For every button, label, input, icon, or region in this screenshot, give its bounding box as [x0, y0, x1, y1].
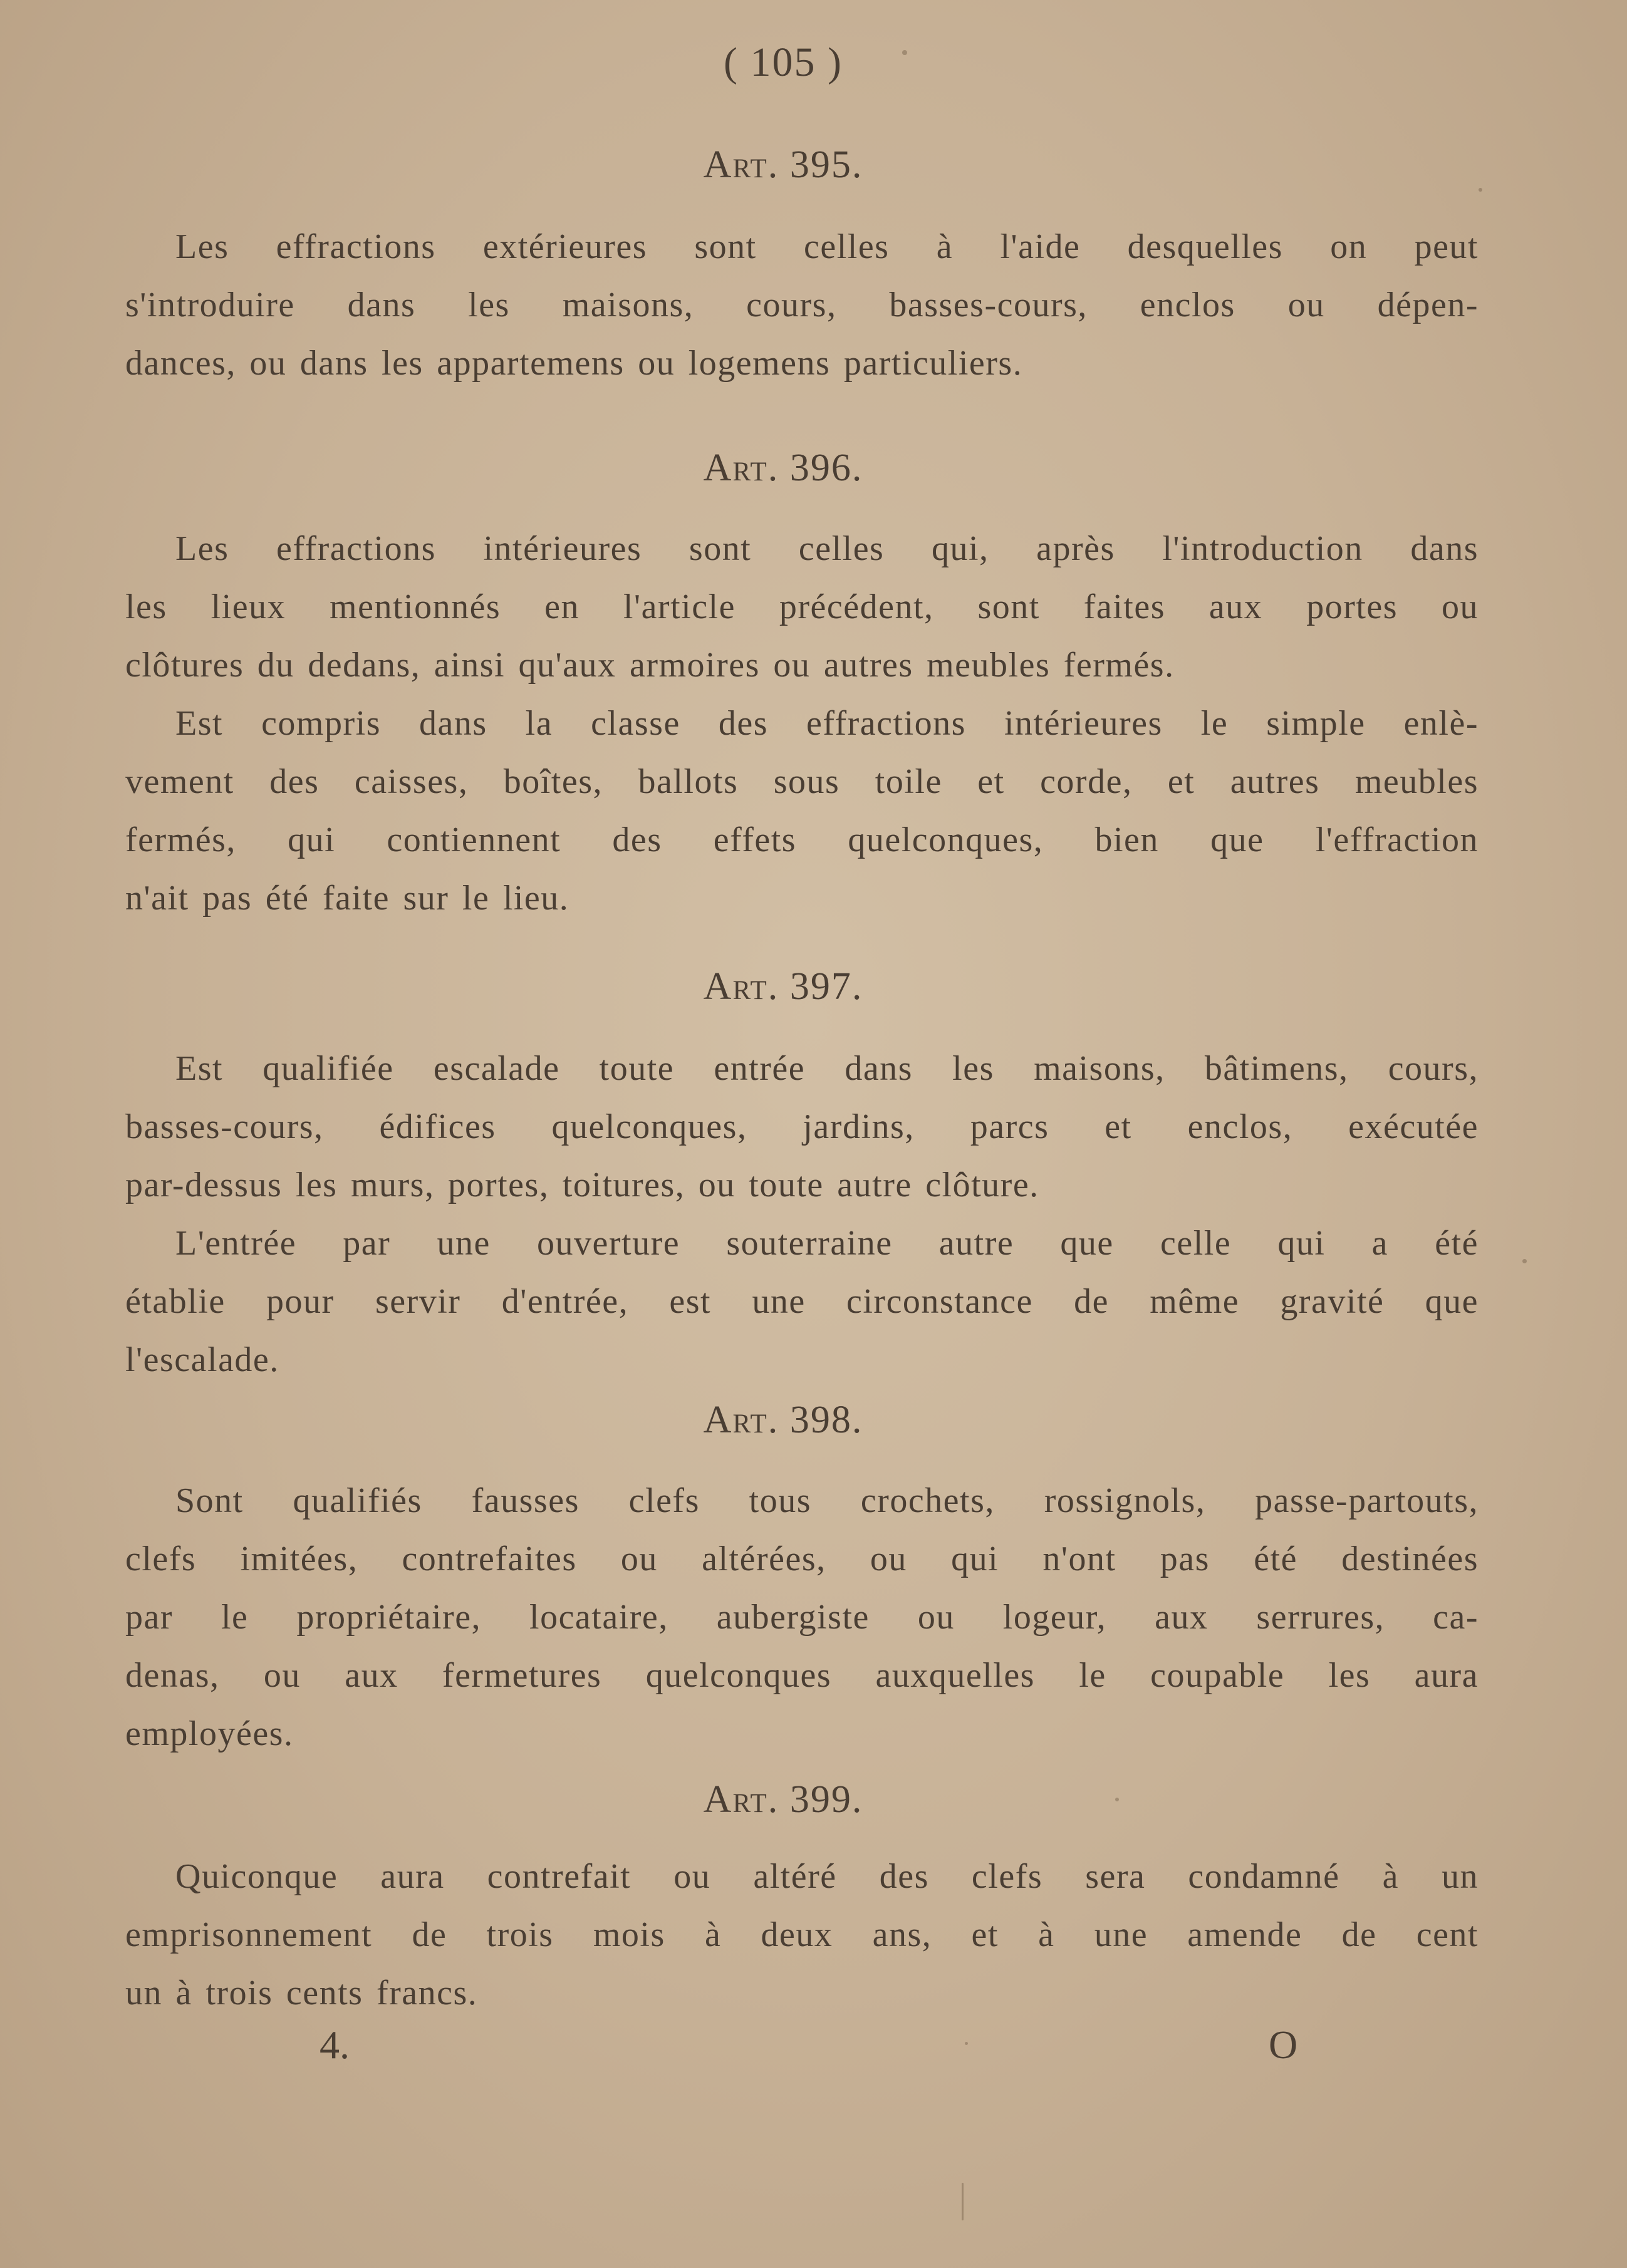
text-line: Est compris dans la classe des effractions intérieures le simple enlè- — [175, 704, 1479, 743]
text-line: par le propriétaire, locataire, aubergiste ou logeur, aux serrures, ca- — [125, 1598, 1479, 1637]
page-number: ( 105 ) — [724, 39, 843, 85]
paper-speck — [1479, 188, 1482, 192]
text-line: s'introduire dans les maisons, cours, basses-cours, enclos ou dépen- — [125, 286, 1479, 324]
article-heading-398 — [0, 1398, 1566, 1442]
article-label: Art. — [703, 1399, 779, 1441]
article-398-paragraph-1 — [125, 1472, 1479, 1763]
text-line: Les effractions intérieures sont celles qui, après l'introduction dans — [175, 529, 1479, 568]
paper-speck — [1115, 1798, 1119, 1801]
text-line: dances, ou dans les appartemens ou logemens particuliers. — [125, 344, 1023, 383]
signature-mark-right: O — [1269, 2022, 1298, 2067]
article-399-paragraph-1 — [125, 1848, 1479, 2022]
article-heading-397 — [0, 965, 1566, 1009]
text-line: n'ait pas été faite sur le lieu. — [125, 879, 569, 918]
text-line: Est qualifiée escalade toute entrée dans les maisons, bâtimens, cours, — [175, 1049, 1479, 1088]
article-395-paragraph-1 — [125, 218, 1479, 393]
text-line: un à trois cents francs. — [125, 1974, 478, 2012]
paper-speck — [902, 50, 907, 55]
text-line: vement des caisses, boîtes, ballots sous toile et corde, et autres meubles — [125, 762, 1479, 801]
article-label: Art. — [703, 1778, 779, 1821]
article-396-paragraph-1 — [125, 520, 1479, 695]
text-line: fermés, qui contiennent des effets quelconques, bien que l'effraction — [125, 821, 1479, 859]
article-heading-399 — [0, 1778, 1566, 1822]
signature-mark-left: 4. — [320, 2022, 350, 2067]
text-line: clefs imitées, contrefaites ou altérées, ou qui n'ont pas été destinées — [125, 1540, 1479, 1578]
text-line: Les effractions extérieures sont celles à l'aide desquelles on peut — [175, 227, 1479, 266]
text-line: les lieux mentionnés en l'article précédent, sont faites aux portes ou — [125, 588, 1479, 626]
article-number: 399. — [789, 1778, 863, 1821]
paper-speck — [1522, 1259, 1527, 1263]
paper-speck — [965, 2042, 968, 2045]
text-line: employées. — [125, 1714, 294, 1753]
article-396-paragraph-2 — [125, 695, 1479, 928]
article-number: 397. — [789, 965, 863, 1008]
article-label: Art. — [703, 447, 779, 489]
text-line: Sont qualifiés fausses clefs tous crochets, rossignols, passe-partouts, — [175, 1481, 1479, 1520]
text-line: Quiconque aura contrefait ou altéré des clefs sera condamné à un — [175, 1857, 1479, 1896]
article-number: 396. — [789, 447, 863, 489]
article-number: 395. — [789, 143, 863, 186]
article-heading-396 — [0, 446, 1566, 490]
text-line: L'entrée par une ouverture souterraine autre que celle qui a été — [175, 1224, 1479, 1263]
paper-crease — [962, 2183, 964, 2220]
article-number: 398. — [789, 1399, 863, 1441]
text-line: par-dessus les murs, portes, toitures, ou toute autre clôture. — [125, 1166, 1039, 1204]
text-line: denas, ou aux fermetures quelconques auxquelles le coupable les aura — [125, 1656, 1479, 1695]
article-397-paragraph-1 — [125, 1040, 1479, 1214]
text-line: l'escalade. — [125, 1340, 279, 1379]
article-label: Art. — [703, 143, 779, 186]
text-line: basses-cours, édifices quelconques, jardins, parcs et enclos, exécutée — [125, 1107, 1479, 1146]
article-397-paragraph-2 — [125, 1214, 1479, 1389]
article-label: Art. — [703, 965, 779, 1008]
text-line: clôtures du dedans, ainsi qu'aux armoires ou autres meubles fermés. — [125, 646, 1175, 685]
article-heading-395 — [0, 143, 1566, 187]
text-line: établie pour servir d'entrée, est une circonstance de même gravité que — [125, 1282, 1479, 1321]
text-line: emprisonnement de trois mois à deux ans, et à une amende de cent — [125, 1915, 1479, 1954]
